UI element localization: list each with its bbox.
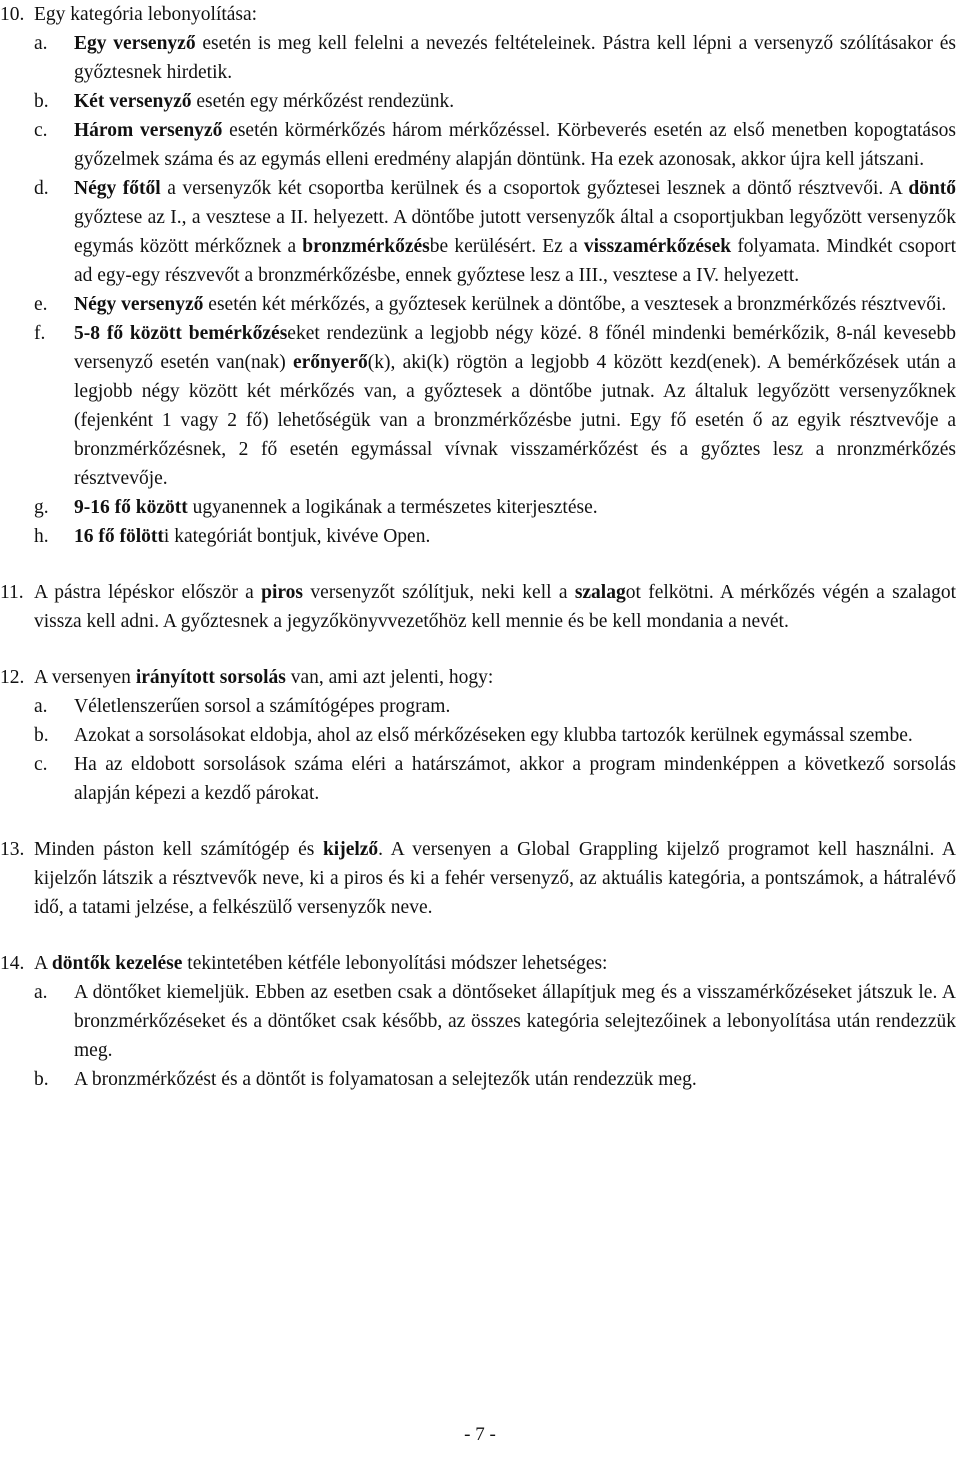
text-run: esetén körmérkőzés három mérkőzéssel. Körbeverés esetén az első menetben kopogtatásos győzelmek száma és az egymás elleni eredmény alapján döntünk. Ha ezek azonosak, akkor újra kell játszani. xyxy=(74,120,956,170)
spacer xyxy=(0,636,960,663)
bold-text: bronzmérkőzés xyxy=(302,236,430,257)
text-run: be kerülésért. Ez a xyxy=(429,236,584,257)
sub-item xyxy=(34,290,956,319)
sub-item-text xyxy=(74,87,956,116)
bold-text: döntő xyxy=(908,178,956,199)
text-run: Ha az eldobott sorsolások száma eléri a határszámot, akkor a program mindenképpen a következő sorsolás alapján képezi a kezdő párokat. xyxy=(74,754,956,804)
item-text xyxy=(34,835,956,922)
sub-item-text xyxy=(74,750,956,808)
sub-item xyxy=(34,29,956,87)
sub-item xyxy=(34,721,956,750)
sub-item-text xyxy=(74,116,956,174)
page-number: - 7 - xyxy=(464,1424,496,1445)
sub-item-letter: b. xyxy=(34,725,49,746)
sub-item-letter: f. xyxy=(34,323,46,344)
text-run: ugyanennek a logikának a természetes kiterjesztése. xyxy=(187,497,598,518)
sub-item-text xyxy=(74,290,956,319)
text-run: Azokat a sorsolásokat eldobja, ahol az első mérkőzéseken egy klubba tartozók kerülnek egymással szembe. xyxy=(74,725,913,746)
text-run: A xyxy=(34,953,52,974)
sub-item xyxy=(34,1065,956,1094)
text-run: (k), aki(k) rögtön a legjobb 4 között kezd(enek). A bemérkőzések után a legjobb négy között két mérkőzés van, a győztesek a döntőbe jutnak. Az általuk legyőzött versenyzőknek (fejenként 1 vagy 2 fő) lehetőségük van a bronzmérkőzésbe jutni. Egy fő esetén ő az egyik résztvevője a bronzmérkőzésnek, 2 fő esetén egymással vívnak visszamérkőzést és a győztes lesz a nronzmérkőzés résztvevője. xyxy=(74,352,956,489)
sub-item-letter: a. xyxy=(34,982,48,1003)
sub-item-text xyxy=(74,522,956,551)
list-item xyxy=(0,835,956,922)
sub-item xyxy=(34,87,956,116)
text-run: . A versenyen a Global Grappling kijelző programot kell használni. A kijelzőn látszik a résztvevők neve, ki a piros és ki a fehér versenyző, az aktuális kategória, a pontszámok, a hátralévő idő, a tatami jelzése, a felkészülő versenyzők neve. xyxy=(34,839,956,918)
item-text xyxy=(34,949,956,978)
text-run: Véletlenszerűen sorsol a számítógépes program. xyxy=(74,696,451,717)
bold-text: döntők kezelése xyxy=(51,953,183,974)
item-text xyxy=(34,578,956,636)
text-run: A pástra lépéskor először a xyxy=(34,582,262,603)
sub-item-text xyxy=(74,493,956,522)
sub-item-text xyxy=(74,1065,956,1094)
text-run: esetén is meg kell felelni a nevezés feltételeinek. Pástra kell lépni a versenyző szólításakor és győztesnek hirdetik. xyxy=(74,33,956,83)
text-run: a versenyzők két csoportba kerülnek és a csoportok győztesei lesznek a döntő résztvevői. A xyxy=(160,178,909,199)
bold-text: Három versenyző xyxy=(74,120,223,141)
item-text xyxy=(34,663,956,692)
sub-item xyxy=(34,319,956,493)
bold-text: szalag xyxy=(574,582,626,603)
text-run: A versenyen xyxy=(34,667,136,688)
list-item xyxy=(0,0,956,551)
sub-item-text xyxy=(74,978,956,1065)
sub-item-letter: g. xyxy=(34,497,49,518)
item-number: 13. xyxy=(0,839,25,860)
bold-text: kijelző xyxy=(322,839,379,860)
text-run: A bronzmérkőzést és a döntőt is folyamatosan a selejtezők után rendezzük meg. xyxy=(74,1069,697,1090)
text-run: folyamata. Mindkét csoport ad egy-egy részvevőt a bronzmérkőzésbe, ennek győztese lesz a III., vesztese a IV. helyezett. xyxy=(74,236,956,286)
bold-text: piros xyxy=(261,582,304,603)
sub-item-letter: a. xyxy=(34,696,48,717)
spacer xyxy=(0,808,960,835)
sub-item-letter: e. xyxy=(34,294,48,315)
sub-item-text xyxy=(74,174,956,290)
bold-text: erőnyerő xyxy=(293,352,368,373)
text-run: esetén egy mérkőzést rendezünk. xyxy=(191,91,455,112)
text-run: van, ami azt jelenti, hogy: xyxy=(285,667,494,688)
text-run: eket rendezünk a legjobb négy közé. 8 főnél mindenki bemérkőzik, 8-nál kevesebb versenyző esetén van(nak) xyxy=(74,323,956,373)
sub-item-letter: a. xyxy=(34,33,48,54)
text-run: ot felkötni. A mérkőzés végén a szalagot vissza kell adni. A győztesnek a jegyzőkönyvvezetőhöz kell mennie és be kell mondania a nevét. xyxy=(34,582,956,632)
sub-item-text xyxy=(74,29,956,87)
item-number: 10. xyxy=(0,4,25,25)
list-item xyxy=(0,578,956,636)
sub-item xyxy=(34,493,956,522)
bold-text: Egy versenyző xyxy=(74,33,196,54)
text-run: versenyzőt szólítjuk, neki kell a xyxy=(303,582,575,603)
sub-item-letter: b. xyxy=(34,91,49,112)
sub-item-letter: c. xyxy=(34,754,48,775)
sub-item-letter: h. xyxy=(34,526,49,547)
bold-text: 5-8 fő között bemérkőzés xyxy=(74,323,288,344)
item-text: Egy kategória lebonyolítása: xyxy=(34,4,258,25)
sub-item xyxy=(34,522,956,551)
sub-item xyxy=(34,116,956,174)
sub-item xyxy=(34,174,956,290)
text-run: Minden páston kell számítógép és xyxy=(34,839,323,860)
list-item xyxy=(0,949,956,1094)
item-number: 14. xyxy=(0,953,25,974)
bold-text: Négy versenyző xyxy=(74,294,204,315)
sub-item-text xyxy=(74,692,956,721)
sub-item xyxy=(34,692,956,721)
sub-item-letter: b. xyxy=(34,1069,49,1090)
spacer xyxy=(0,922,960,949)
bold-text: 9-16 fő között xyxy=(74,497,188,518)
text-run: A döntőket kiemeljük. Ebben az esetben csak a döntőseket állapítjuk meg és a visszamérkőzéseket játszuk le. A bronzmérkőzéseket és a döntőket csak később, az összes kategória selejtezőinek a lebonyolítása után rendezzük meg. xyxy=(74,982,956,1061)
sub-item-text xyxy=(74,319,956,493)
sub-item-letter: d. xyxy=(34,178,49,199)
bold-text: visszamérkőzések xyxy=(583,236,732,257)
bold-text: 16 fő fölött xyxy=(74,526,164,547)
text-run: győztese az I., a vesztese a II. helyezett. A döntőbe jutott versenyzők által a csoportjukban legyőzött versenyzők egymás között mérkőznek a xyxy=(74,207,956,257)
sub-item xyxy=(34,978,956,1065)
list-item xyxy=(0,663,956,808)
spacer xyxy=(0,551,960,578)
sub-item-text xyxy=(74,721,956,750)
text-run: i kategóriát bontjuk, kivéve Open. xyxy=(163,526,431,547)
bold-text: Négy főtől xyxy=(74,178,161,199)
bold-text: Két versenyző xyxy=(74,91,192,112)
text-run: esetén két mérkőzés, a győztesek kerülnek a döntőbe, a vesztesek a bronzmérkőzés résztvevői. xyxy=(203,294,947,315)
item-number: 11. xyxy=(0,582,24,603)
text-run: tekintetében kétféle lebonyolítási módszer lehetséges: xyxy=(182,953,608,974)
item-number: 12. xyxy=(0,667,25,688)
sub-item-letter: c. xyxy=(34,120,48,141)
sub-item xyxy=(34,750,956,808)
bold-text: irányított sorsolás xyxy=(135,667,286,688)
